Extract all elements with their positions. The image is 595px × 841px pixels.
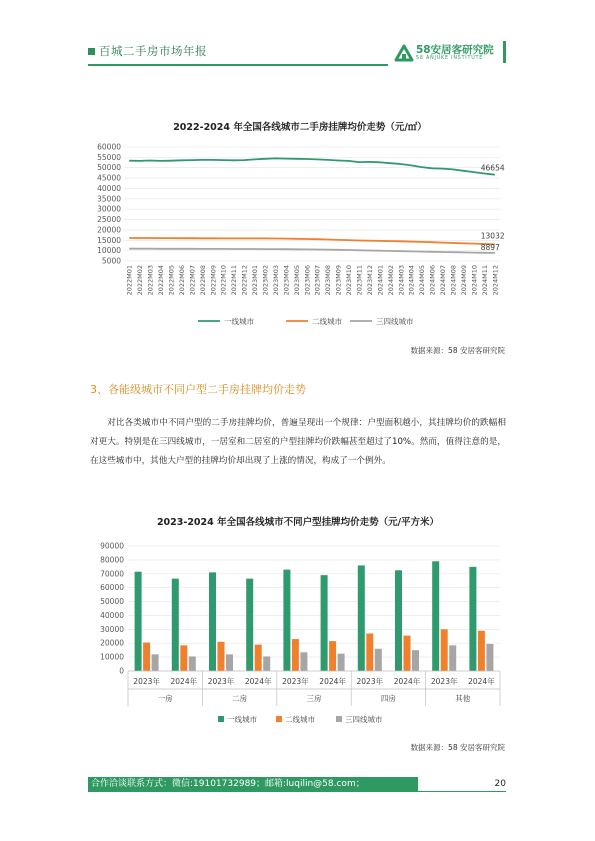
header-accent-bar xyxy=(503,41,506,63)
chart1-x-tick-label: 2024M02 xyxy=(386,265,395,296)
chart2-legend-swatch-2 xyxy=(276,716,282,722)
chart2-y-tick-label: 10000 xyxy=(100,652,124,662)
chart1-x-tick-label: 2023M06 xyxy=(303,265,312,296)
chart2-group-label: 二房 xyxy=(232,694,248,703)
chart1-x-tick-label: 2024M08 xyxy=(449,265,458,296)
chart2-legend-swatch-1 xyxy=(218,716,224,722)
chart2-category-label: 2023年 xyxy=(282,677,309,686)
chart1-x-tick-label: 2024M03 xyxy=(397,265,406,296)
chart2-bar-s1-c8 xyxy=(395,570,402,671)
chart2-bar-s3-c6 xyxy=(338,654,345,671)
chart1-x-tick-label: 2022M10 xyxy=(219,265,228,296)
chart1-x-tick-label: 2022M06 xyxy=(177,265,186,296)
chart2-bar-s2-c4 xyxy=(255,645,262,671)
chart2-bar-s1-c4 xyxy=(246,579,253,671)
chart2-bar-s2-c9 xyxy=(441,629,448,671)
chart2-bar-s3-c7 xyxy=(375,649,382,671)
chart2-bar-s1-c9 xyxy=(432,561,439,671)
chart2-legend-label-3: 三四线城市 xyxy=(345,715,383,724)
chart2-bar-s1-c3 xyxy=(209,572,216,671)
chart1-x-tick-label: 2023M09 xyxy=(334,265,343,296)
chart2-category-label: 2023年 xyxy=(207,677,235,686)
chart1-x-tick-label: 2023M10 xyxy=(345,265,354,296)
chart2-bar-s3-c9 xyxy=(449,645,456,671)
chart1-end-label-3: 8897 xyxy=(480,242,500,252)
chart1-x-tick-label: 2024M01 xyxy=(376,265,385,296)
chart1-x-tick-label: 2023M05 xyxy=(292,265,301,296)
chart1-x-tick-label: 2023M07 xyxy=(313,265,322,296)
body-paragraph: 对比各类城市中不同户型的二手房挂牌均价，普遍呈现出一个规律：户型面积越小，其挂牌均价的跌幅相对更大。特别是在三四线城市，一居室和二居室的户型挂牌均价跌幅甚至超过了10%。然而，值得注意的是，在这些城市中，其他大户型的挂牌均价却出现了上涨的情况，构成了一个例外。 xyxy=(90,418,506,466)
chart2-legend-label-2: 二线城市 xyxy=(285,715,315,724)
chart1-y-tick-label: 5000 xyxy=(101,256,121,266)
chart2-category-label: 2024年 xyxy=(170,677,198,686)
chart1-legend-label-1: 一线城市 xyxy=(224,317,254,326)
chart1-x-tick-label: 2024M04 xyxy=(407,265,416,296)
chart2-group-label: 四房 xyxy=(380,694,396,703)
footer-contact: 合作洽谈联系方式：微信:19101732989；邮箱:luqilin@58.com； xyxy=(91,779,365,789)
chart2-y-tick-label: 20000 xyxy=(100,638,124,648)
chart2-bar-s3-c5 xyxy=(300,652,307,671)
chart2-category-label: 2024年 xyxy=(468,677,495,686)
chart2-bar-s1-c10 xyxy=(469,567,476,671)
chart2-bar-s2-c5 xyxy=(292,639,299,671)
chart2-bar-s2-c2 xyxy=(180,645,187,671)
chart2-category-label: 2023年 xyxy=(430,677,458,686)
chart1-x-tick-label: 2022M04 xyxy=(157,265,166,296)
chart1-x-tick-label: 2024M12 xyxy=(491,265,500,296)
chart2-source: 数据来源：58 安居客研究院 xyxy=(410,743,505,752)
header-rule xyxy=(88,64,388,66)
chart2-bar-s3-c1 xyxy=(152,654,159,671)
chart2-bar-s3-c8 xyxy=(412,650,419,671)
chart2-bar-s1-c2 xyxy=(172,579,179,671)
chart1-x-tick-label: 2024M10 xyxy=(470,265,479,296)
chart2-bar-s2-c3 xyxy=(218,642,225,671)
chart2-bar-s3-c3 xyxy=(226,654,233,671)
chart1-y-tick-label: 45000 xyxy=(97,173,121,183)
chart1-x-tick-label: 2023M08 xyxy=(324,265,333,296)
chart1-x-tick-label: 2022M02 xyxy=(136,265,145,296)
chart1-x-tick-label: 2023M02 xyxy=(261,265,270,296)
chart2-y-tick-label: 0 xyxy=(119,666,124,676)
chart2-title: 2023-2024 年全国各线城市不同户型挂牌均价走势（元/平方米） xyxy=(156,517,440,528)
chart1-legend-label-3: 三四线城市 xyxy=(376,317,414,326)
chart1-x-tick-label: 2023M12 xyxy=(365,265,374,296)
chart1-y-tick-label: 60000 xyxy=(97,142,121,152)
chart2-bar-s1-c5 xyxy=(283,570,290,671)
chart1-legend-label-2: 二线城市 xyxy=(312,317,342,326)
chart1-y-tick-label: 50000 xyxy=(97,163,121,173)
chart1-y-tick-label: 30000 xyxy=(97,204,121,214)
chart2-category-label: 2024年 xyxy=(319,677,346,686)
chart2-bar-s3-c2 xyxy=(189,656,196,671)
chart2-bar-s1-c1 xyxy=(135,572,142,671)
chart1-y-tick-label: 40000 xyxy=(97,183,121,193)
chart1-end-label-2: 13032 xyxy=(480,231,505,241)
logo-subtitle: 58 ANJUKE INSTITUTE xyxy=(416,56,484,61)
chart2-legend-label-1: 一线城市 xyxy=(227,715,257,724)
chart1-x-tick-label: 2023M01 xyxy=(251,265,260,296)
chart2-category-label: 2024年 xyxy=(244,677,272,686)
chart1-source: 数据来源：58 安居客研究院 xyxy=(410,346,505,355)
header-title: 百城二手房市场年报 xyxy=(99,44,207,58)
chart1-x-tick-label: 2023M11 xyxy=(355,265,364,296)
header-marker xyxy=(88,48,95,55)
chart2-group-label: 一房 xyxy=(157,694,173,703)
chart1-x-tick-label: 2022M11 xyxy=(230,265,239,296)
chart2-legend-swatch-3 xyxy=(336,716,342,722)
chart1-x-tick-label: 2022M12 xyxy=(240,265,249,296)
chart1-y-tick-label: 15000 xyxy=(97,235,121,245)
page-number: 20 xyxy=(494,779,506,789)
chart2-bar-s3-c4 xyxy=(263,656,270,671)
chart2-bar-s2-c8 xyxy=(404,636,411,671)
chart1-x-tick-label: 2024M06 xyxy=(428,265,437,296)
chart1-x-tick-label: 2022M05 xyxy=(167,265,176,296)
chart2-bar-s2-c6 xyxy=(329,641,336,671)
chart1-x-tick-label: 2022M08 xyxy=(198,265,207,296)
chart2-category-label: 2024年 xyxy=(393,677,421,686)
chart1-x-tick-label: 2024M07 xyxy=(439,265,448,296)
footer-rule xyxy=(88,791,506,792)
chart1-series-line-2 xyxy=(129,238,495,244)
chart2-y-tick-label: 90000 xyxy=(100,541,124,551)
chart2-y-tick-label: 50000 xyxy=(100,597,124,607)
logo-name: 58安居客研究院 xyxy=(416,44,494,56)
chart2-bar-s1-c6 xyxy=(321,575,328,671)
chart1-x-tick-label: 2023M03 xyxy=(271,265,280,296)
chart1-y-tick-label: 25000 xyxy=(97,215,121,225)
chart2-bar-s2-c10 xyxy=(478,631,485,671)
chart2-y-tick-label: 70000 xyxy=(100,569,124,579)
chart2-group-label: 其他 xyxy=(455,694,471,703)
chart2-bar-s2-c7 xyxy=(366,634,373,672)
chart1-x-tick-label: 2024M09 xyxy=(459,265,468,296)
chart1-y-tick-label: 10000 xyxy=(97,246,121,256)
chart1-end-label-1: 46654 xyxy=(480,163,505,173)
chart2-y-tick-label: 40000 xyxy=(100,610,124,620)
chart2-category-label: 2023年 xyxy=(133,677,160,686)
chart1-x-tick-label: 2022M09 xyxy=(209,265,218,296)
chart1-x-tick-label: 2022M03 xyxy=(146,265,155,296)
chart1-y-tick-label: 55000 xyxy=(97,152,121,162)
chart1-y-tick-label: 20000 xyxy=(97,225,121,235)
chart2-bar-s2-c1 xyxy=(143,643,150,671)
chart1-x-tick-label: 2022M01 xyxy=(125,265,134,296)
chart1-x-tick-label: 2024M05 xyxy=(418,265,427,296)
chart2-bar-s1-c7 xyxy=(358,565,365,671)
chart1-y-tick-label: 35000 xyxy=(97,194,121,204)
chart2-y-tick-label: 60000 xyxy=(100,583,124,593)
section-heading: 3、各能级城市不同户型二手房挂牌均价走势 xyxy=(90,383,306,396)
chart1-series-line-1 xyxy=(129,158,495,174)
chart2-bar-chart xyxy=(88,532,508,732)
chart2-bar-s3-c10 xyxy=(486,644,493,671)
chart2-y-tick-label: 30000 xyxy=(100,624,124,634)
chart1-x-tick-label: 2024M11 xyxy=(480,265,489,296)
chart1-x-tick-label: 2023M04 xyxy=(282,265,291,296)
chart2-group-label: 三房 xyxy=(306,694,322,703)
chart1-line-chart xyxy=(88,135,508,335)
chart1-x-tick-label: 2022M07 xyxy=(188,265,197,296)
chart2-category-label: 2023年 xyxy=(356,677,384,686)
chart1-title: 2022-2024 年全国各线城市二手房挂牌均价走势（元/㎡） xyxy=(173,122,427,133)
chart2-y-tick-label: 80000 xyxy=(100,555,124,565)
